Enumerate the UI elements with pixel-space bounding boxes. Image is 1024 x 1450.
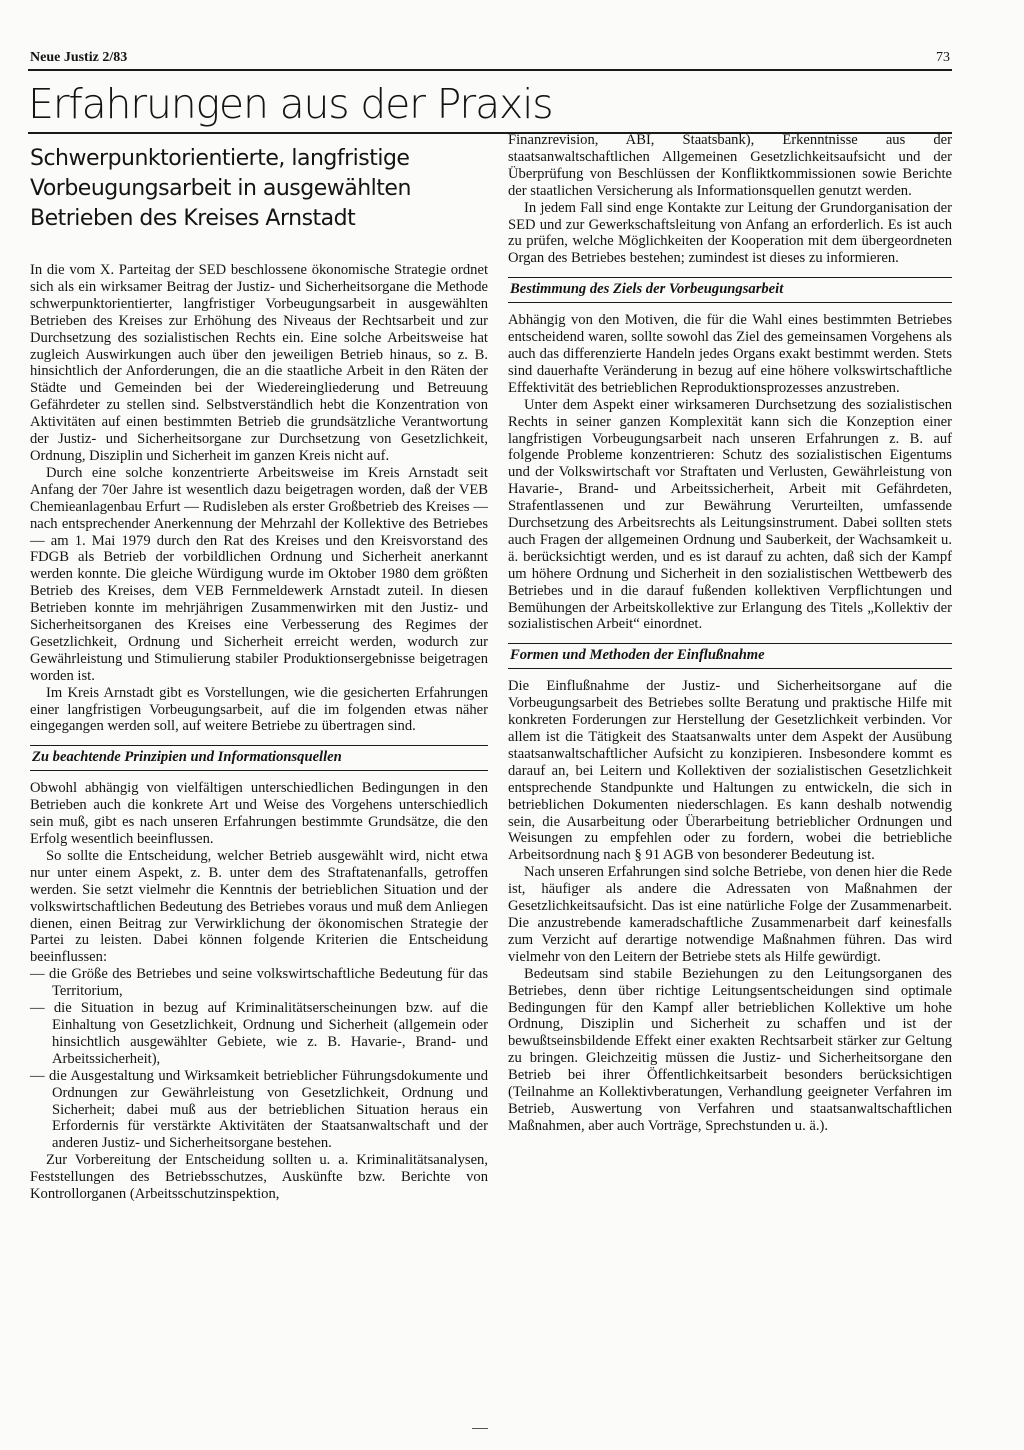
paragraph: Bedeutsam sind stabile Beziehungen zu den Leitungsorganen des Betriebes, denn über richtige Leitungsentscheidungen sind optimale Bedingungen für den Kampf aller betrieblichen Kollektive um hohe Ordnung, Disziplin und Sicherheit zu schaffen und ist der bewußtseinsbildende Effekt einer exakten Rechtsarbeit stärker zur Geltung zu bringen. Gleichzeitig müssen die Justiz- und Sicherheitsorgane den Betrieb bei ihrer Öffentlichkeitsarbeit besonders berücksichtigen (Teilnahme an Kollektivberatungen, Verhandlung geeigneter Verfahren im Betrieb, Auswertung von Verfahren und staatsanwaltschaftlichen Maßnahmen, aber auch Vorträge, Sprechstunden u. ä.). xyxy=(508,965,952,1134)
article-title: Schwerpunktorientierte, langfristige Vorbeugungsarbeit in ausgewählten Betrieben des Kreises Arnstadt xyxy=(30,146,411,231)
list-item: — die Situation in bezug auf Kriminalitätserscheinungen bzw. auf die Einhaltung von Gesetzlichkeit, Ordnung und Sicherheit (allgemein oder hinsichtlich ausgewählter Gebiete, wie z. B. Havarie-, Brand- und Arbeitssicherheit), xyxy=(30,1000,488,1067)
left-column xyxy=(30,262,488,1203)
paragraph: Die Einflußnahme der Justiz- und Sicherheitsorgane auf die Vorbeugungsarbeit des Betriebes sollte Beratung und praktische Hilfe mit konkreten Forderungen zur Herstellung der Gesetzlichkeit verbinden. Vor allem ist die Tätigkeit des Staatsanwalts unter dem Aspekt der Ausübung staatsanwaltschaftlicher Aufsicht zu konzipieren. Insbesondere kommt es darauf an, bei Leitern und Kollektiven der sozialistischen Gesetzlichkeit entsprechende Standpunkte und Haltungen zu entwickeln, die sich in betrieblichen Dokumenten niederschlagen. Es kann deshalb notwendig sein, die Ausarbeitung oder Überarbeitung betrieblicher Ordnungen und Weisungen zu empfehlen oder zu fordern, wobei die betriebliche Arbeitsordnung nach § 91 AGB von besonderer Bedeutung ist. xyxy=(508,678,952,864)
paragraph: Unter dem Aspekt einer wirksameren Durchsetzung des sozialistischen Rechts in seiner ganzen Komplexität kann sich die Konzeption einer langfristigen Vorbeugungsarbeit nach unseren Erfahrungen z. B. auf folgende Probleme konzentrieren: Schutz des sozialistischen Eigentums und der Volkswirtschaft vor Straftaten und Verlusten, Gewährleistung von Havarie-, Brand- und Arbeitssicherheit, Arbeit mit Gefährdeten, Strafentlassenen und zur Bewährung Verurteilten, umfassende Durchsetzung des Arbeitsrechts als Leitungsinstrument. Dabei sollten stets auch Fragen der allgemeinen Ordnung und Sauberkeit, der Wachsamkeit u. ä. berücksichtigt werden, und es ist darauf zu achten, daß sich der Kampf um höhere Ordnung und Sicherheit in den sozialistischen Wettbewerb des Betriebes und in die darauf fußenden kollektiven Verpflichtungen und Bemühungen der Arbeitskollektive zur Erlangung des Titels „Kollektiv der sozialistischen Arbeit“ einordnet. xyxy=(508,396,952,633)
paragraph: Zur Vorbereitung der Entscheidung sollten u. a. Kriminalitätsanalysen, Feststellungen des Betriebsschutzes, Auskünfte bzw. Berichte von Kontrollorganen (Arbeitsschutzinspektion, xyxy=(30,1152,488,1203)
list-item: — die Größe des Betriebes und seine volkswirtschaftliche Bedeutung für das Territorium, xyxy=(30,966,488,1000)
paragraph: Im Kreis Arnstadt gibt es Vorstellungen, wie die gesicherten Erfahrungen einer langfristigen Vorbeugungsarbeit, auf die im folgenden etwas näher eingegangen werden soll, auf weitere Betriebe zu übertragen sind. xyxy=(30,684,488,735)
paragraph: So sollte die Entscheidung, welcher Betrieb ausgewählt wird, nicht etwa nur unter einem Aspekt, z. B. unter dem des Straftatenanfalls, getroffen werden. Sie setzt vielmehr die Kenntnis der betrieblichen Situation und der volkswirtschaftlichen Bedeutung des Betriebes voraus und muß dem Anliegen dienen, einen Beitrag zur Verwirklichung der ökonomischen Strategie der Partei zu leisten. Dabei können folgende Kriterien die Entscheidung beeinflussen: xyxy=(30,847,488,966)
paragraph: In die vom X. Parteitag der SED beschlossene ökonomische Strategie ordnet sich als ein wirksamer Beitrag der Justiz- und Sicherheitsorgane die Methode schwerpunktorientierter, langfristiger Vorbeugungsarbeit in ausgewählten Betrieben des Kreises zur Erhöhung des Niveaus der Rechtsarbeit und zur Durchsetzung des sozialistischen Rechts ein. Eine solche Arbeitsweise hat zugleich Auswirkungen auch über den jeweiligen Betrieb hinaus, so z. B. hinsichtlich der Anforderungen, die an die staatliche Arbeit in den Räten der Städte und Gemeinden bei der Wiedereingliederung und Betreuung Gefährdeter zu stellen sind. Selbstverständlich hebt die Konzentration von Aktivitäten auf einen bestimmten Betrieb die grundsätzliche Verantwortung der Justiz- und Sicherheitsorgane zur Durchsetzung von Gesetzlichkeit, Ordnung, Disziplin und Sicherheit im ganzen Kreis nicht auf. xyxy=(30,262,488,464)
subheading: Bestimmung des Ziels der Vorbeugungsarbeit xyxy=(508,277,952,303)
list-item: — die Ausgestaltung und Wirksamkeit betrieblicher Führungsdokumente und Ordnungen zur Gewährleistung von Gesetzlichkeit, Ordnung und Sicherheit; dabei muß aus der betrieblichen Situation heraus ein Erfordernis für verstärkte Aktivitäten der Staatsanwaltschaft und der anderen Justiz- und Sicherheitsorgane bestehen. xyxy=(30,1067,488,1152)
paragraph: Finanzrevision, ABI, Staatsbank), Erkenntnisse aus der staatsanwaltschaftlichen Allgemeinen Gesetzlichkeitsaufsicht und der Überprüfung von Beschlüssen der Konfliktkommissionen sowie Berichte der staatlichen Versicherung als Informationsquellen genutzt werden. xyxy=(508,132,952,199)
subheading: Zu beachtende Prinzipien und Informationsquellen xyxy=(30,745,488,771)
paragraph: Abhängig von den Motiven, die für die Wahl eines bestimmten Betriebes entscheidend waren, sollte sowohl das Ziel des gemeinsamen Vorgehens als auch das differenzierte Handeln jedes Organs exakt bestimmt werden. Stets sind dauerhafte Veränderung in bezug auf eine höhere volkswirtschaftliche Effektivität des betrieblichen Reproduktionsprozesses anzustreben. xyxy=(508,312,952,396)
running-header xyxy=(30,50,950,70)
paragraph: In jedem Fall sind enge Kontakte zur Leitung der Grundorganisation der SED und zur Gewerkschaftsleitung von Anfang an erforderlich. Es ist auch zu prüfen, welche Möglichkeiten der Kooperation mit dem übergeordneten Organ des Betriebes bestehen; zumindest ist dieses zu informieren. xyxy=(508,199,952,267)
paragraph: Nach unseren Erfahrungen sind solche Betriebe, von denen hier die Rede ist, häufiger als andere die Adressaten von Maßnahmen der Gesetzlichkeitsaufsicht. Das ist eine natürliche Folge der Zusammenarbeit. Die anzustrebende kameradschaftliche Zusammenarbeit darf keinesfalls zum Verzicht auf derartige notwendige Maßnahmen führen. Das wird vielmehr von den Leitern der Betriebe stets als Hilfe gewürdigt. xyxy=(508,864,952,965)
journal-issue: Neue Justiz 2/83 xyxy=(30,50,128,65)
right-column xyxy=(508,132,952,1135)
subheading: Formen und Methoden der Einflußnahme xyxy=(508,643,952,669)
section-title: Erfahrungen aus der Praxis xyxy=(28,80,553,128)
page-number: 73 xyxy=(936,50,950,65)
paragraph: Durch eine solche konzentrierte Arbeitsweise im Kreis Arnstadt seit Anfang der 70er Jahre ist wesentlich dazu beigetragen worden, daß der VEB Chemieanlagenbau Erfurt — Rudisleben als erster Großbetrieb des Kreises — nach entsprechender Anerkennung der Mehrzahl der Kollektive des Betriebes — am 1. Mai 1979 durch den Rat des Kreises und den Kreisvorstand des FDGB als Betrieb der vorbildlichen Ordnung und Sicherheit anerkannt werden konnte. Die gleiche Würdigung wurde im Oktober 1980 dem größten Betrieb des Kreises, dem VEB Fernmeldewerk Arnstadt zuteil. In diesen Betrieben konnte im mehrjährigen Zusammenwirken mit den Justiz- und Sicherheitsorganen des Kreises eine Verbesserung des Regimes der Gesetzlichkeit, Ordnung und Sicherheit erreicht werden, wodurch zur Gewährleistung und Stimulierung stabiler Produktionsergebnisse beigetragen worden ist. xyxy=(30,464,488,684)
header-rule xyxy=(28,69,952,71)
paragraph: Obwohl abhängig von vielfältigen unterschiedlichen Bedingungen in den Betrieben auch die konkrete Art und Weise des Vorgehens unterschiedlich sein muß, gibt es nach unseren Erfahrungen bestimmte Grundsätze, die den Erfolg wesentlich beeinflussen. xyxy=(30,780,488,847)
page-mark xyxy=(472,1428,488,1429)
